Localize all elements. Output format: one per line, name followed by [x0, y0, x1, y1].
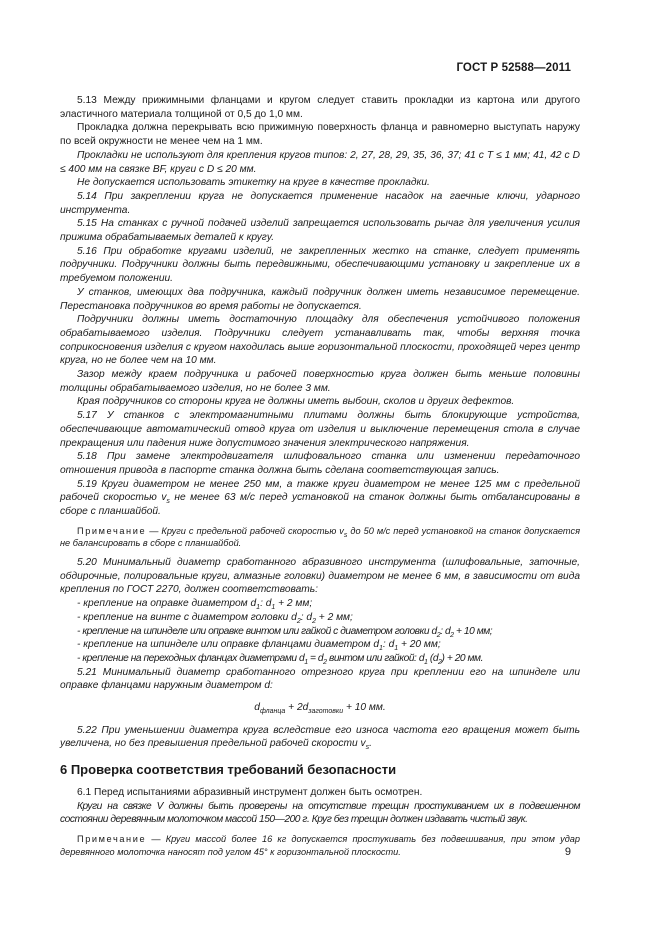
paragraph-5-18: 5.18 При замене электродвигателя шлифовального станка или изменении передаточного отношения привода в паспорте станка должна быть сделана соответствующая запись.	[60, 451, 580, 476]
list-item-screw	[60, 611, 580, 625]
paragraph-gasket-exceptions: Прокладки не используют для крепления кругов типов: 2, 27, 28, 29, 35, 36, 37; 41 с T ≤ 1 мм; 41, 42 с D ≤ 400 мм на связке BF, круги с D ≤ 20 мм.	[60, 149, 580, 175]
paragraph-gasket-overlap: Прокладка должна перекрывать всю прижимную поверхность фланца и равномерно выступать наружу по всей окружности не менее чем на 1 мм.	[60, 122, 580, 148]
paragraph-6-1: 6.1 Перед испытаниями абразивный инструмент должен быть осмотрен.	[77, 786, 423, 798]
list-text: : d	[382, 639, 395, 651]
list-text: (d	[427, 652, 439, 664]
list-text: - крепление на шпинделе или оправке фланцами диаметром d	[77, 639, 379, 651]
list-sub: 2	[296, 617, 301, 625]
note-tapping	[60, 833, 580, 858]
list-sub: 1	[379, 645, 383, 653]
formula-text: + 10 мм.	[343, 702, 386, 714]
paragraph-5-22-text-a: 5.22 При уменьшении диаметра круга вследствие его износа частота его вращения может быть увеличена, но без превышения предельной рабочей скорости v	[60, 724, 580, 750]
note-balancing-sub: s	[343, 531, 348, 539]
paragraph-label-not-gasket: Не допускается использовать этикетку на круге в качестве прокладки.	[77, 177, 430, 189]
note-balancing	[60, 525, 580, 550]
list-text: : d	[260, 598, 272, 610]
paragraph-5-17: 5.17 У станков с электромагнитными плитами должны быть блокирующие устройства, обеспечивающие автоматический отвод круга от изделия и выключение перемещения стола в случае прекращения или падения ниже допустимого значения электрического напряжения.	[60, 410, 580, 449]
note-label: Примечание	[77, 525, 147, 536]
list-sub: 2	[312, 617, 316, 625]
note-tapping-text: — Круги массой более 16 кг допускается простукивать без подвешивания, при этом удар деревянного молоточка наносят под углом 45° к горизонтальной плоскости.	[60, 833, 580, 857]
list-item-spindle-flanges	[60, 638, 580, 652]
list-text: : d	[300, 611, 313, 623]
list-text: = d	[307, 652, 324, 664]
list-sub: 1	[394, 645, 399, 653]
list-sub: 1	[256, 604, 261, 612]
list-text: + 20 мм;	[398, 639, 441, 651]
paragraph-5-22-text-b: .	[369, 738, 372, 750]
list-sub: 2	[323, 658, 327, 666]
paragraph-5-19-sub: s	[166, 498, 170, 506]
document-code-header: ГОСТ Р 52588—2011	[456, 62, 571, 74]
paragraph-5-15: 5.15 На станках с ручной подачей изделий запрещается использовать рычаг для увеличения усилия прижима обрабатываемых деталей к кругу.	[60, 218, 580, 244]
list-sub: 2	[436, 631, 441, 639]
paragraph-5-22	[60, 724, 580, 751]
note-label: Примечание	[77, 833, 147, 844]
formula-sub: заготовки	[308, 708, 344, 716]
list-sub: 2	[438, 658, 442, 666]
list-text: + 10 мм;	[453, 625, 493, 637]
list-sub: 1	[424, 658, 428, 666]
list-item-adapter-flanges	[60, 652, 580, 666]
formula-min-diameter	[60, 701, 580, 715]
list-text: : d	[440, 625, 451, 637]
list-sub: 1	[304, 658, 308, 666]
list-text: винтом или гайкой: d	[326, 652, 425, 664]
list-text: ) + 20 мм.	[441, 652, 483, 664]
list-sub: 2	[450, 631, 454, 639]
paragraph-5-20: 5.20 Минимальный диаметр сработанного абразивного инструмента (шлифовальные, заточные, обдирочные, полировальные круги, алмазные головки) диаметром не менее 6 мм, в зависимости от вида крепления по ГОСТ 2270, должен соответствовать:	[60, 556, 580, 596]
paragraph-5-16: 5.16 При обработке кругами изделий, не закрепленных жестко на станке, следует применять подручники. Подручники должны быть передвижными, обеспечивающими установку и закрепление их в требуемом положении.	[60, 245, 580, 285]
paragraph-rest-edges: Края подручников со стороны круга не должны иметь выбоин, сколов и других дефектов.	[77, 396, 515, 408]
paragraph-tap-test: Круги на связке V должны быть проверены на отсутствие трещин простукиванием их в подвешенном состоянии деревянным молоточком массой 150—200 г. Круг без трещин должен издавать чистый звук.	[60, 800, 580, 826]
formula-text: + 2d	[285, 702, 309, 714]
list-item-mandrel	[60, 597, 580, 611]
paragraph-5-19	[60, 478, 580, 519]
paragraph-rest-platform: Подручники должны иметь достаточную площадку для обеспечения устойчивого положения обрабатываемого изделия. Подручники следует устанавливать так, чтобы верхняя точка соприкосновения изделия с кругом находилась выше горизонтальной плоскости, проходящей через центр круга, но не более чем на 10 мм.	[60, 314, 580, 367]
page-number: 9	[564, 846, 571, 858]
list-text: - крепление на винте с диаметром головки d	[77, 611, 297, 623]
paragraph-two-rests: У станков, имеющих два подручника, каждый подручник должен иметь независимое перемещение. Перестановка подручников во время работы не допускается.	[60, 286, 580, 312]
paragraph-5-19-text-b: не менее 63 м/с перед установкой на станок должны быть отбалансированы в сборе с планшайбой.	[60, 492, 580, 518]
paragraph-5-21: 5.21 Минимальный диаметр сработанного отрезного круга при креплении его на шпинделе или оправке фланцами наружным диаметром d:	[60, 666, 580, 692]
list-text: - крепление на переходных фланцах диаметрами d	[77, 652, 305, 664]
paragraph-5-13: 5.13 Между прижимными фланцами и кругом следует ставить прокладки из картона или другого эластичного материала толщиной от 0,5 до 1,0 мм.	[60, 95, 580, 120]
formula-sub: фланца	[259, 708, 286, 716]
list-text: - крепление на шпинделе или оправке винтом или гайкой с диаметром головки d	[77, 625, 437, 637]
formula-text: d	[254, 702, 260, 714]
note-balancing-text-a: — Круги с предельной рабочей скоростью v	[146, 525, 344, 536]
list-text: - крепление на оправке диаметром d	[77, 598, 257, 610]
document-body	[60, 94, 580, 864]
list-text: + 2 мм;	[275, 598, 313, 610]
list-text: + 2 мм;	[315, 611, 353, 623]
section-6-heading: 6 Проверка соответствия требований безопасности	[60, 762, 397, 778]
note-balancing-text-b: до 50 м/с перед установкой на станок допускается не балансировать в сборе с планшайбой.	[60, 525, 580, 549]
list-sub: 1	[271, 604, 276, 612]
paragraph-5-22-sub: s	[365, 744, 370, 752]
paragraph-5-19-text-a: 5.19 Круги диаметром не менее 250 мм, а также круги диаметром не менее 125 мм с предельной рабочей скоростью v	[60, 478, 580, 504]
paragraph-5-14: 5.14 При закреплении круга не допускается применение насадок на гаечные ключи, ударного инструмента.	[60, 190, 580, 216]
list-item-spindle-nut	[60, 625, 580, 639]
paragraph-rest-gap: Зазор между краем подручника и рабочей поверхностью круга должен быть меньше половины толщины обрабатываемого изделия, но не более 3 мм.	[60, 369, 580, 394]
